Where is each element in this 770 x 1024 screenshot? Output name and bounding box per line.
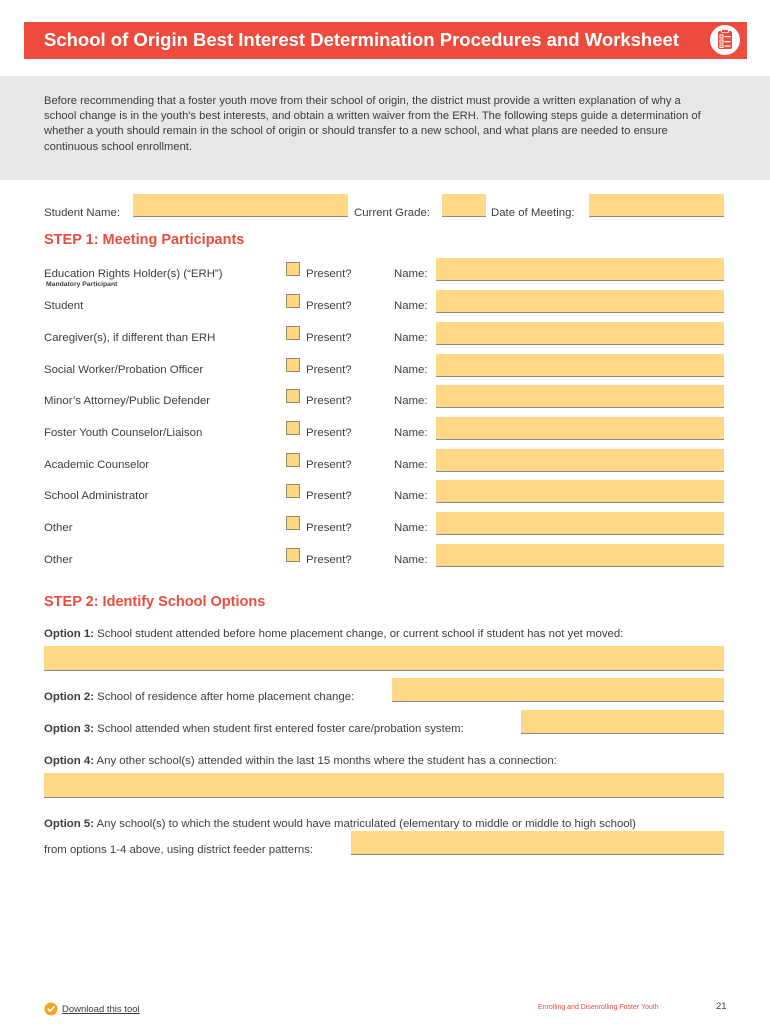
option-1-label xyxy=(44,628,623,640)
participant-name-field[interactable] xyxy=(436,290,724,313)
present-label: Present? xyxy=(306,332,352,344)
name-label: Name: xyxy=(394,364,428,376)
present-label: Present? xyxy=(306,300,352,312)
participant-role: Other xyxy=(44,554,73,566)
page-title: School of Origin Best Interest Determination Procedures and Worksheet xyxy=(44,29,679,50)
download-tool-link[interactable]: Download this tool xyxy=(62,1004,140,1015)
option-1-text: School student attended before home placement change, or current school if student has not yet moved: xyxy=(93,628,624,640)
option-4-label xyxy=(44,755,557,767)
participant-name-field[interactable] xyxy=(436,480,724,503)
intro-text: Before recommending that a foster youth move from their school of origin, the district must provide a written explanation of why a school change is in the youth's best interests, and obtain a written waiver from the ERH. The following steps guide a determination of whether a youth should remain in the school of origin or should transfer to a new school, and what plans are needed to ensure continuous school enrollment. xyxy=(44,95,701,153)
participant-role: Other xyxy=(44,522,73,534)
option-2-label xyxy=(44,691,354,703)
option-1-number: Option 1: xyxy=(44,628,94,640)
option-3-number: Option 3: xyxy=(44,723,94,735)
guide-title: Enrolling and Disenrolling Foster Youth xyxy=(538,1004,659,1011)
option-5-number: Option 5: xyxy=(44,818,94,830)
participant-row xyxy=(0,451,770,483)
name-label: Name: xyxy=(394,268,428,280)
participant-row xyxy=(0,260,770,292)
option-2-number: Option 2: xyxy=(44,691,94,703)
current-grade-label: Current Grade: xyxy=(354,207,430,219)
name-label: Name: xyxy=(394,490,428,502)
participant-row xyxy=(0,387,770,419)
present-checkbox[interactable] xyxy=(286,294,300,308)
participant-row xyxy=(0,546,770,578)
name-label: Name: xyxy=(394,459,428,471)
participant-name-field[interactable] xyxy=(436,385,724,408)
participant-name-field[interactable] xyxy=(436,354,724,377)
participant-row xyxy=(0,356,770,388)
participant-role: Foster Youth Counselor/Liaison xyxy=(44,427,203,439)
present-checkbox[interactable] xyxy=(286,389,300,403)
option-5-field[interactable] xyxy=(351,831,724,855)
option-4-field[interactable] xyxy=(44,773,724,798)
present-checkbox[interactable] xyxy=(286,326,300,340)
option-2-text: School of residence after home placement change: xyxy=(93,691,355,703)
student-name-field[interactable] xyxy=(133,194,348,217)
option-3-label xyxy=(44,723,464,735)
participant-note: Mandatory Participant xyxy=(46,281,118,288)
present-checkbox[interactable] xyxy=(286,358,300,372)
participant-role: Student xyxy=(44,300,84,312)
present-label: Present? xyxy=(306,268,352,280)
title-banner xyxy=(24,22,747,59)
page-number: 21 xyxy=(716,1001,727,1012)
option-3-field[interactable] xyxy=(521,710,724,734)
name-label: Name: xyxy=(394,395,428,407)
name-label: Name: xyxy=(394,427,428,439)
present-checkbox[interactable] xyxy=(286,453,300,467)
participant-row xyxy=(0,324,770,356)
participant-role: Social Worker/Probation Officer xyxy=(44,364,204,376)
participant-role: Academic Counselor xyxy=(44,459,150,471)
participant-name-field[interactable] xyxy=(436,544,724,567)
checklist-icon xyxy=(709,24,741,56)
option-4-text: Any other school(s) attended within the last 15 months where the student has a connection: xyxy=(93,755,557,767)
participant-row xyxy=(0,419,770,451)
download-icon[interactable] xyxy=(44,1002,58,1016)
participant-name-field[interactable] xyxy=(436,449,724,472)
participant-role: Minor’s Attorney/Public Defender xyxy=(44,395,211,407)
participant-role: Caregiver(s), if different than ERH xyxy=(44,332,216,344)
present-label: Present? xyxy=(306,522,352,534)
intro-panel xyxy=(0,76,770,180)
participant-name-field[interactable] xyxy=(436,417,724,440)
participant-row xyxy=(0,482,770,514)
participant-role: Education Rights Holder(s) (“ERH”) xyxy=(44,268,223,280)
present-label: Present? xyxy=(306,427,352,439)
participant-row xyxy=(0,514,770,546)
name-label: Name: xyxy=(394,332,428,344)
present-label: Present? xyxy=(306,554,352,566)
present-checkbox[interactable] xyxy=(286,421,300,435)
present-checkbox[interactable] xyxy=(286,516,300,530)
present-checkbox[interactable] xyxy=(286,548,300,562)
present-checkbox[interactable] xyxy=(286,484,300,498)
option-1-field[interactable] xyxy=(44,646,724,671)
option-2-field[interactable] xyxy=(392,678,724,702)
participant-role: School Administrator xyxy=(44,490,149,502)
present-label: Present? xyxy=(306,459,352,471)
meeting-date-label: Date of Meeting: xyxy=(491,207,575,219)
name-label: Name: xyxy=(394,300,428,312)
option-5-label xyxy=(44,818,636,830)
participant-name-field[interactable] xyxy=(436,322,724,345)
option-5-label-cont: from options 1-4 above, using district feeder patterns: xyxy=(44,844,314,856)
name-label: Name: xyxy=(394,554,428,566)
current-grade-field[interactable] xyxy=(442,194,486,217)
participant-row xyxy=(0,292,770,324)
step2-heading: STEP 2: Identify School Options xyxy=(44,594,266,610)
option-5-text: Any school(s) to which the student would have matriculated (elementary to middle or middle to high school) xyxy=(93,818,636,830)
present-label: Present? xyxy=(306,364,352,376)
meeting-date-field[interactable] xyxy=(589,194,724,217)
option-4-number: Option 4: xyxy=(44,755,94,767)
present-checkbox[interactable] xyxy=(286,262,300,276)
present-label: Present? xyxy=(306,490,352,502)
option-3-text: School attended when student first entered foster care/probation system: xyxy=(93,723,464,735)
present-label: Present? xyxy=(306,395,352,407)
student-name-label: Student Name: xyxy=(44,207,120,219)
participant-name-field[interactable] xyxy=(436,512,724,535)
participant-name-field[interactable] xyxy=(436,258,724,281)
step1-heading: STEP 1: Meeting Participants xyxy=(44,232,245,248)
name-label: Name: xyxy=(394,522,428,534)
